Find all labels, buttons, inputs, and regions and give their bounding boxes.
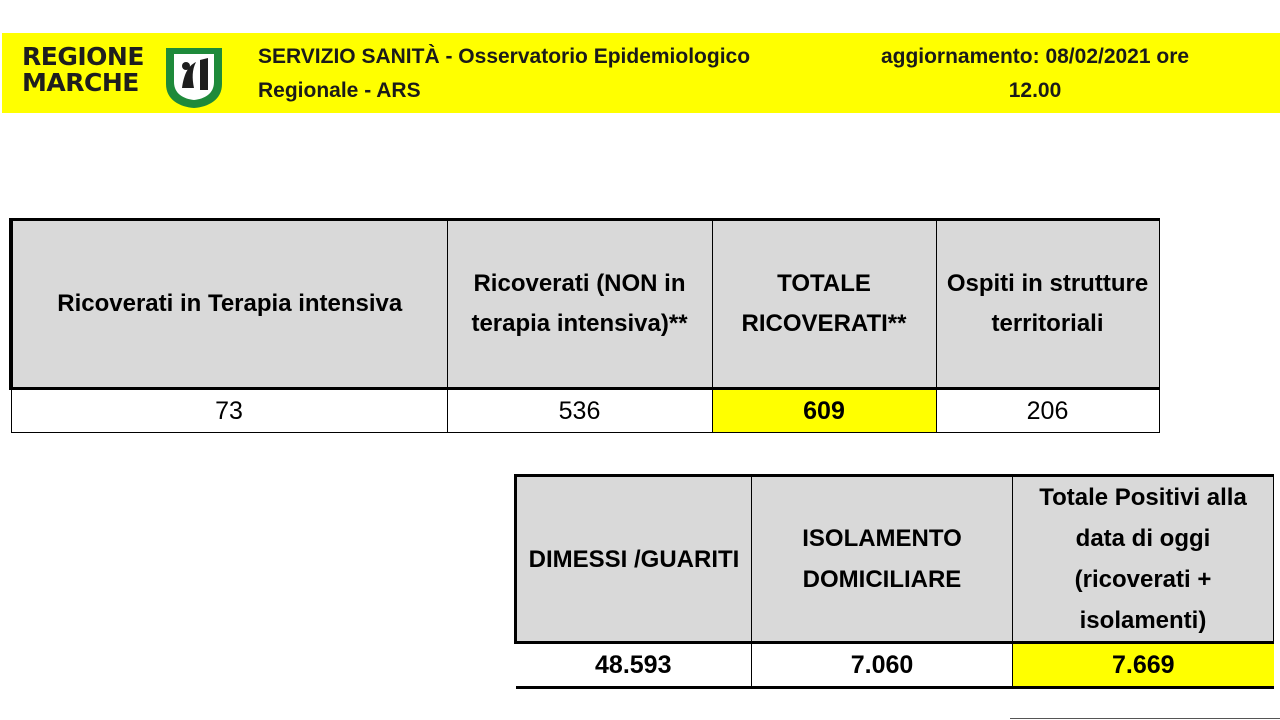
header-discharged-recovered: DIMESSI /GUARITI: [516, 476, 752, 643]
outcomes-table: [514, 474, 1274, 689]
table-header-row: [516, 476, 1274, 643]
update-line-1: aggiornamento: 08/02/2021 ore: [880, 45, 1190, 68]
table-row: [11, 389, 1159, 433]
hospitalization-table: [9, 218, 1160, 433]
value-non-intensive: 536: [447, 389, 712, 433]
logo-line-1: REGIONE: [22, 42, 144, 71]
value-total-hospitalized: 609: [712, 389, 936, 433]
logo-line-2: MARCHE: [22, 68, 139, 97]
value-territorial-guests: 206: [936, 389, 1159, 433]
value-intensive-care: 73: [11, 389, 447, 433]
value-discharged-recovered: 48.593: [516, 643, 752, 688]
logo-text: [22, 44, 144, 96]
header-intensive-care: Ricoverati in Terapia intensiva: [11, 220, 447, 389]
value-home-isolation: 7.060: [752, 643, 1013, 688]
table-row: [516, 643, 1274, 688]
update-line-2: 12.00: [1008, 79, 1062, 102]
header-title: [258, 40, 818, 108]
header-total-positives: Totale Positivi alla data di oggi (ricoverati + isolamenti): [1013, 476, 1274, 643]
header-title-line-1: SERVIZIO SANITÀ - Osservatorio Epidemiologico: [258, 45, 751, 68]
table-header-row: [11, 220, 1159, 389]
header-non-intensive: Ricoverati (NON in terapia intensiva)**: [447, 220, 712, 389]
update-timestamp: [840, 40, 1230, 108]
value-total-positives: 7.669: [1013, 643, 1274, 688]
header-territorial-guests: Ospiti in strutture territoriali: [936, 220, 1159, 389]
regione-marche-logo: [22, 44, 232, 112]
crest-icon: [162, 44, 226, 110]
header-total-hospitalized: TOTALE RICOVERATI**: [712, 220, 936, 389]
header-title-line-2: Regionale - ARS: [258, 79, 421, 102]
divider: [1010, 718, 1280, 719]
header-home-isolation: ISOLAMENTO DOMICILIARE: [752, 476, 1013, 643]
